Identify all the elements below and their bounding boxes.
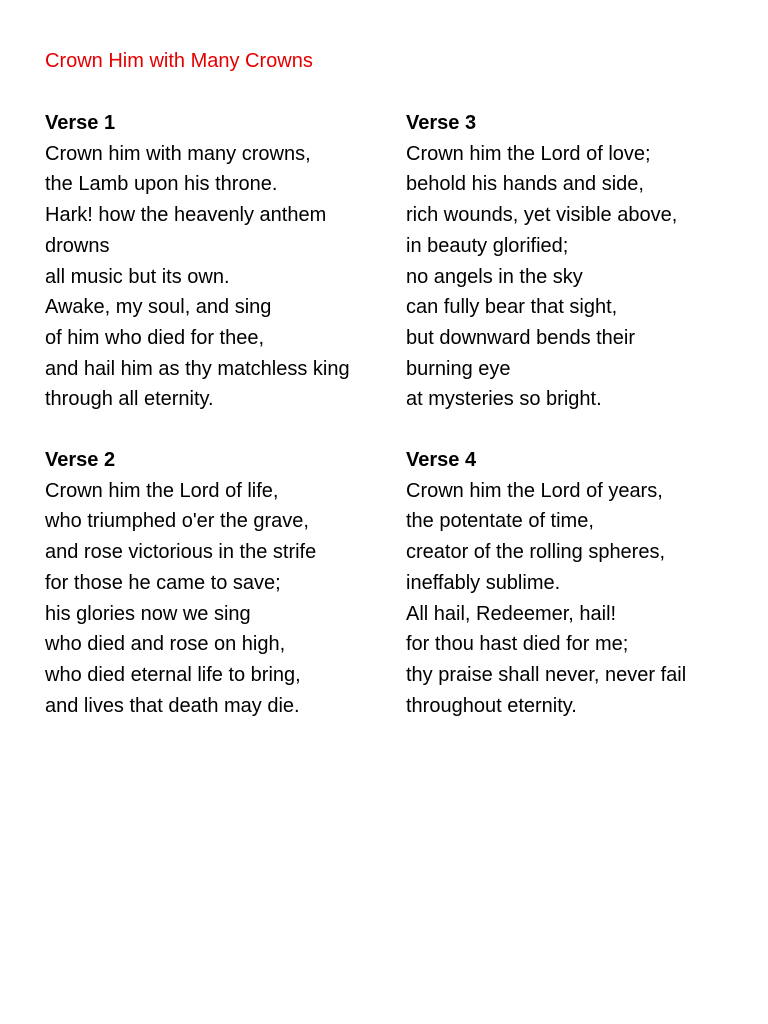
verse-2-line-5: his glories now we sing [45,602,251,625]
hymn-title: Crown Him with Many Crowns [45,50,313,72]
verse-3-block [406,108,677,415]
verse-4-line-3: creator of the rolling spheres, [406,541,666,564]
verse-4-line-5: All hail, Redeemer, hail! [406,602,617,625]
verse-3-line-1: Crown him the Lord of love; [406,142,651,165]
verse-4-line-6: for thou hast died for me; [406,633,629,656]
verse-4-line-1: Crown him the Lord of years, [406,479,663,502]
verse-1-line-3: Hark! how the heavenly anthem [45,204,327,227]
verse-2-line-2: who triumphed o'er the grave, [45,510,309,533]
verse-4-line-2: the potentate of time, [406,510,594,533]
verse-2-line-6: who died and rose on high, [45,633,286,656]
verse-1-line-1: Crown him with many crowns, [45,142,311,165]
verse-1-heading: Verse 1 [45,112,116,134]
verse-3-heading: Verse 3 [406,112,477,134]
verse-3-line-7: but downward bends their [406,326,636,349]
verse-4-line-4: ineffably sublime. [406,571,561,594]
verse-3-line-8: burning eye [406,357,511,380]
verse-1-line-8: and hail him as thy matchless king [45,357,350,380]
verse-1-line-5: all music but its own. [45,265,230,288]
verse-4-block [406,445,686,721]
verse-2-line-3: and rose victorious in the strife [45,541,317,564]
verse-2-line-7: who died eternal life to bring, [45,663,301,686]
verse-3-line-9: at mysteries so bright. [406,388,602,411]
verse-1-block [45,108,350,415]
verse-1-line-6: Awake, my soul, and sing [45,296,272,319]
verse-3-line-5: no angels in the sky [406,265,583,288]
verse-3-line-2: behold his hands and side, [406,173,644,196]
verse-2-line-1: Crown him the Lord of life, [45,479,279,502]
verse-4-line-8: throughout eternity. [406,694,577,717]
verse-4-heading: Verse 4 [406,449,477,471]
verse-2-line-8: and lives that death may die. [45,694,300,717]
verse-3-line-4: in beauty glorified; [406,234,569,257]
verse-1-line-2: the Lamb upon his throne. [45,173,278,196]
verse-3-line-3: rich wounds, yet visible above, [406,204,678,227]
verse-2-line-4: for those he came to save; [45,571,281,594]
verse-2-heading: Verse 2 [45,449,116,471]
verse-1-line-9: through all eternity. [45,388,214,411]
verse-1-line-4: drowns [45,234,110,257]
verse-3-line-6: can fully bear that sight, [406,296,618,319]
verse-4-line-7: thy praise shall never, never fail [406,663,687,686]
verse-1-line-7: of him who died for thee, [45,326,265,349]
verse-2-block [45,445,316,721]
